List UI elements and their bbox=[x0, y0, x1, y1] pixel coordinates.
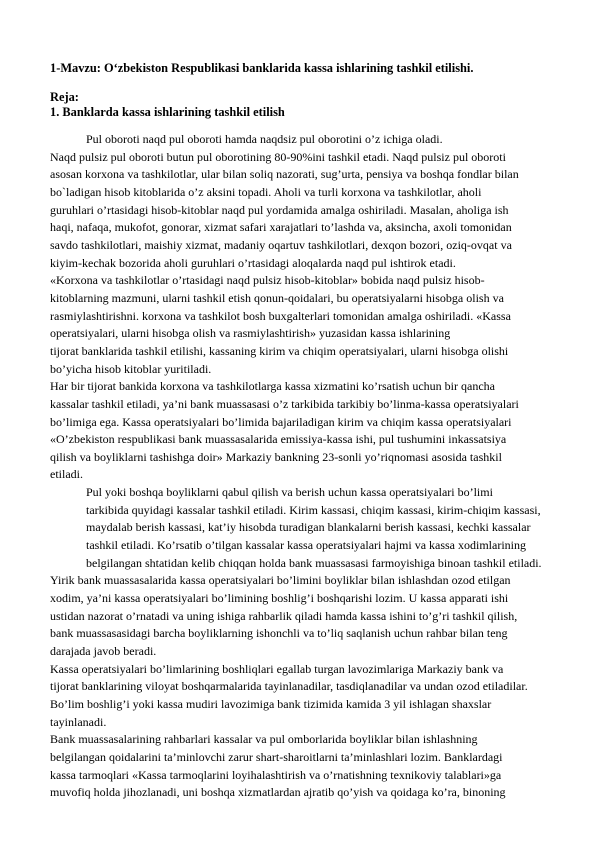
paragraph-line: bo’yicha hisob kitoblar yuritiladi. bbox=[50, 361, 212, 376]
paragraph-line: savdo tashkilotlari, maishiy xizmat, madaniy oqartuv tashkilotlari, dexqon bozori, oziq-ovqat va bbox=[50, 237, 512, 252]
body-paragraph bbox=[50, 572, 550, 660]
paragraph-line: Yirik bank muassasalarida kassa operatsiyalari bo’limini boyliklar bilan ishlashdan ozod etilgan bbox=[50, 573, 511, 588]
paragraph-line: Har bir tijorat bankida korxona va tashkilotlarga kassa xizmatini ko’rsatish uchun bir qancha bbox=[50, 379, 495, 394]
paragraph-line: muvofiq holda jihozlanadi, uni boshqa xizmatlardan ajratib qo’yish va qoidaga ko’ra, binoning bbox=[50, 785, 506, 800]
paragraph-line: tijorat banklarining viloyat boshqarmalarida tayinlanadilar, tasdiqlanadilar va undan ozod etiladilar. bbox=[50, 679, 528, 694]
paragraph-line: tarkibida quyidagi kassalar tashkil etiladi. Kirim kassasi, chiqim kassasi, kirim-chiqim kassasi, bbox=[86, 502, 541, 517]
paragraph-line: «O’zbekiston respublikasi bank muassasalarida emissiya-kassa ishi, pul tushumini inkassatsiya bbox=[50, 432, 507, 447]
paragraph-line: qilish va boyliklarni tashishga doir» Markaziy bankning 23-sonli yo’riqnomasi asosida tashkil bbox=[50, 449, 502, 464]
paragraph-line: Pul yoki boshqa boyliklarni qabul qilish va berish uchun kassa operatsiyalari bo’limi bbox=[86, 485, 493, 500]
paragraph-line: asosan korxona va tashkilotlar, ular bilan soliq nazorati, sug’urta, pensiya va boshqa fondlar bilan bbox=[50, 167, 519, 182]
body-paragraph bbox=[50, 272, 550, 378]
body-paragraph bbox=[50, 661, 550, 732]
body-paragraph bbox=[50, 378, 550, 484]
paragraph-line: etiladi. bbox=[50, 467, 83, 482]
paragraph-line: operatsiyalari, ularni hisobga olish va rasmiylashtirish» yuzasidan kassa ishlarining bbox=[50, 326, 451, 341]
paragraph-line: kassalar tashkil etiladi, ya’ni bank muassasasi o’z tarkibida tarkibiy bo’linma-kassa operatsiyalari bbox=[50, 396, 519, 411]
paragraph-line: rasmiylashtirishni. korxona va tashkilot bosh buxgalterlari tomonidan amalga oshiriladi. «Kassa bbox=[50, 308, 511, 323]
paragraph-line: xodim, ya’ni kassa operatsiyalari bo’limining boshlig’i boshqarishi lozim. U kassa apparati ishi bbox=[50, 591, 509, 606]
paragraph-line: kiyim-kechak bozorida aholi guruhlari o’rtasidagi aloqalarda naqd pul ishtirok etadi. bbox=[50, 255, 456, 270]
paragraph-line: bank muassasasidagi barcha boyliklarning ishonchli va to’liq saqlanish uchun rahbar bilan teng bbox=[50, 626, 508, 641]
body-paragraph bbox=[50, 149, 550, 273]
paragraph-line: darajada javob beradi. bbox=[50, 644, 157, 659]
body-paragraph bbox=[50, 131, 550, 149]
paragraph-line: Pul oboroti naqd pul oboroti hamda naqdsiz pul oborotini o’z ichiga oladi. bbox=[86, 132, 443, 146]
paragraph-line: tijorat banklarida tashkil etilishi, kassaning kirim va chiqim operatsiyalari, ularni hisobga olishi bbox=[50, 343, 509, 358]
plan-heading: Reja: bbox=[50, 90, 79, 104]
body-paragraph bbox=[50, 731, 550, 802]
paragraph-line: «Korxona va tashkilotlar o’rtasidagi naqd pulsiz hisob-kitoblar» bobida naqd pulsiz hisob- bbox=[50, 273, 485, 288]
paragraph-line: kitoblarning mazmuni, ularni tashkil etish qonun-qoidalari, bu operatsiyalarni hisobga olish va bbox=[50, 290, 504, 305]
paragraph-line: ustidan nazorat o’rnatadi va uning ishiga rahbarlik qiladi hamda kassa ishini to’g’ri tashkil qilish, bbox=[50, 608, 518, 623]
paragraph-line: Bank muassasalarining rahbarlari kassalar va pul omborlarida boyliklar bilan ishlashning bbox=[50, 732, 478, 747]
body-paragraph bbox=[50, 484, 550, 572]
document-title: 1-Mavzu: O‘zbekiston Respublikasi banklarida kassa ishlarining tashkil etilishi. bbox=[50, 61, 474, 75]
paragraph-line: tashkil etiladi. Ko’rsatib o’tilgan kassalar kassa operatsiyalari hajmi va kassa xodimlarining bbox=[86, 538, 526, 553]
plan-item: 1. Banklarda kassa ishlarining tashkil etilish bbox=[50, 105, 285, 119]
paragraph-line: bo`ladigan hisob kitoblarida o’z aksini topadi. Aholi va turli korxona va tashkilotlar, aholi bbox=[50, 184, 482, 199]
paragraph-line: haqi, nafaqa, mukofot, gonorar, xizmat safari xarajatlari to’lashda va, aksincha, axoli tomonidan bbox=[50, 220, 512, 235]
paragraph-line: belgilangan qoidalarini ta’minlovchi zarur shart-sharoitlarni ta’minlashlari lozim. Banklardagi bbox=[50, 749, 503, 764]
paragraph-line: belgilangan shtatidan kelib chiqqan holda bank muassasasi farmoyishiga binoan tashkil etiladi. bbox=[86, 555, 542, 570]
paragraph-line: tayinlanadi. bbox=[50, 714, 107, 729]
paragraph-line: guruhlari o’rtasidagi hisob-kitoblar naqd pul yordamida amalga oshiriladi. Masalan, aholiga ish bbox=[50, 202, 509, 217]
paragraph-line: Naqd pulsiz pul oboroti butun pul oborotining 80-90%ini tashkil etadi. Naqd pulsiz pul oboroti bbox=[50, 149, 506, 164]
paragraph-line: maydalab berish kassasi, kat’iy hisobda turadigan blankalarni berish kassasi, kechki kassalar bbox=[86, 520, 531, 535]
paragraph-line: Kassa operatsiyalari bo’limlarining boshliqlari egallab turgan lavozimlariga Markaziy bank va bbox=[50, 661, 504, 676]
paragraph-line: Bo’lim boshlig’i yoki kassa mudiri lavozimiga bank tizimida kamida 3 yil ishlagan shaxslar bbox=[50, 697, 492, 711]
paragraph-line: kassa tarmoqlari «Kassa tarmoqlarini loyihalashtirish va o’rnatishning texnikoviy talablari»ga bbox=[50, 767, 502, 782]
document-body bbox=[50, 131, 550, 802]
paragraph-line: bo’limiga ega. Kassa operatsiyalari bo’limida bajariladigan kirim va chiqim kassa operatsiyalari bbox=[50, 414, 512, 429]
